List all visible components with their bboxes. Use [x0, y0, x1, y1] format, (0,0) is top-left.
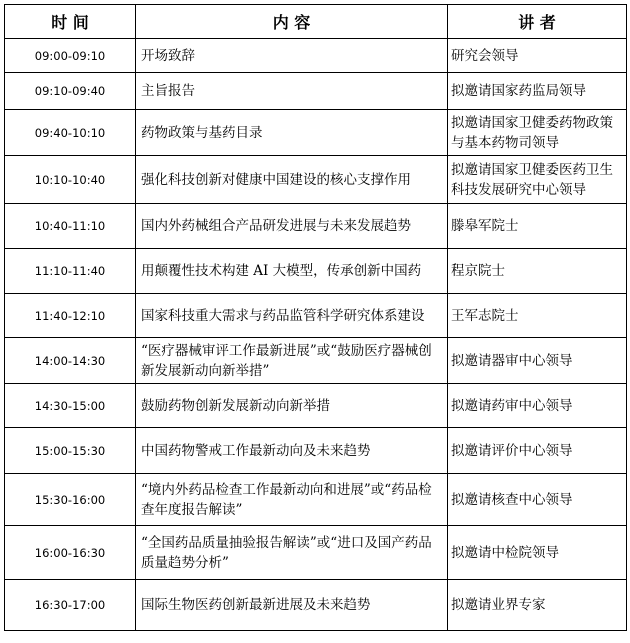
content-cell: 用颠覆性技术构建 AI 大模型，传承创新中国药 — [136, 249, 448, 294]
time-cell: 11:10-11:40 — [5, 249, 136, 294]
time-cell: 11:40-12:10 — [5, 294, 136, 338]
time-cell: 14:00-14:30 — [5, 338, 136, 384]
speaker-cell: 拟邀请业界专家 — [448, 580, 627, 631]
time-cell: 16:00-16:30 — [5, 526, 136, 580]
time-cell: 14:30-15:00 — [5, 384, 136, 428]
content-cell: 主旨报告 — [136, 73, 448, 110]
schedule-table — [4, 4, 627, 631]
content-cell: 开场致辞 — [136, 39, 448, 73]
content-cell: 鼓励药物创新发展新动向新举措 — [136, 384, 448, 428]
time-cell: 09:10-09:40 — [5, 73, 136, 110]
table-row — [5, 338, 627, 384]
content-cell: “全国药品质量抽验报告解读”或“进口及国产药品质量趋势分析” — [136, 526, 448, 580]
content-cell: 国际生物医药创新最新进展及未来趋势 — [136, 580, 448, 631]
content-cell: 强化科技创新对健康中国建设的核心支撑作用 — [136, 156, 448, 204]
time-cell: 09:40-10:10 — [5, 110, 136, 156]
table-row — [5, 110, 627, 156]
speaker-cell: 滕皋军院士 — [448, 204, 627, 249]
speaker-cell: 拟邀请国家卫健委药物政策与基本药物司领导 — [448, 110, 627, 156]
time-cell: 09:00-09:10 — [5, 39, 136, 73]
speaker-cell: 拟邀请国家卫健委医药卫生科技发展研究中心领导 — [448, 156, 627, 204]
time-cell: 10:10-10:40 — [5, 156, 136, 204]
speaker-cell: 拟邀请国家药监局领导 — [448, 73, 627, 110]
header-speaker-label: 讲 者 — [518, 13, 556, 32]
speaker-cell: 拟邀请评价中心领导 — [448, 428, 627, 474]
header-time-label: 时 间 — [51, 13, 89, 32]
speaker-cell: 拟邀请中检院领导 — [448, 526, 627, 580]
header-content-label: 内 容 — [272, 13, 311, 32]
table-body — [5, 39, 627, 631]
header-time — [5, 5, 136, 39]
speaker-cell: 拟邀请药审中心领导 — [448, 384, 627, 428]
header-content — [136, 5, 448, 39]
table-row — [5, 384, 627, 428]
table-row — [5, 204, 627, 249]
table-row — [5, 580, 627, 631]
speaker-cell: 王军志院士 — [448, 294, 627, 338]
header-row — [5, 5, 627, 39]
table-row — [5, 526, 627, 580]
time-cell: 10:40-11:10 — [5, 204, 136, 249]
content-cell: 中国药物警戒工作最新动向及未来趋势 — [136, 428, 448, 474]
content-cell: 国家科技重大需求与药品监管科学研究体系建设 — [136, 294, 448, 338]
table-row — [5, 39, 627, 73]
content-cell: 国内外药械组合产品研发进展与未来发展趋势 — [136, 204, 448, 249]
time-cell: 15:00-15:30 — [5, 428, 136, 474]
time-cell: 15:30-16:00 — [5, 474, 136, 526]
speaker-cell: 拟邀请核查中心领导 — [448, 474, 627, 526]
speaker-cell: 研究会领导 — [448, 39, 627, 73]
time-cell: 16:30-17:00 — [5, 580, 136, 631]
table-row — [5, 73, 627, 110]
table-row — [5, 428, 627, 474]
table-row — [5, 474, 627, 526]
table-row — [5, 249, 627, 294]
content-cell: “境内外药品检查工作最新动向和进展”或“药品检查年度报告解读” — [136, 474, 448, 526]
speaker-cell: 拟邀请器审中心领导 — [448, 338, 627, 384]
table-header — [5, 5, 627, 39]
content-cell: “医疗器械审评工作最新进展”或“鼓励医疗器械创新发展新动向新举措” — [136, 338, 448, 384]
content-cell: 药物政策与基药目录 — [136, 110, 448, 156]
speaker-cell: 程京院士 — [448, 249, 627, 294]
table-row — [5, 156, 627, 204]
table-row — [5, 294, 627, 338]
header-speaker — [448, 5, 627, 39]
